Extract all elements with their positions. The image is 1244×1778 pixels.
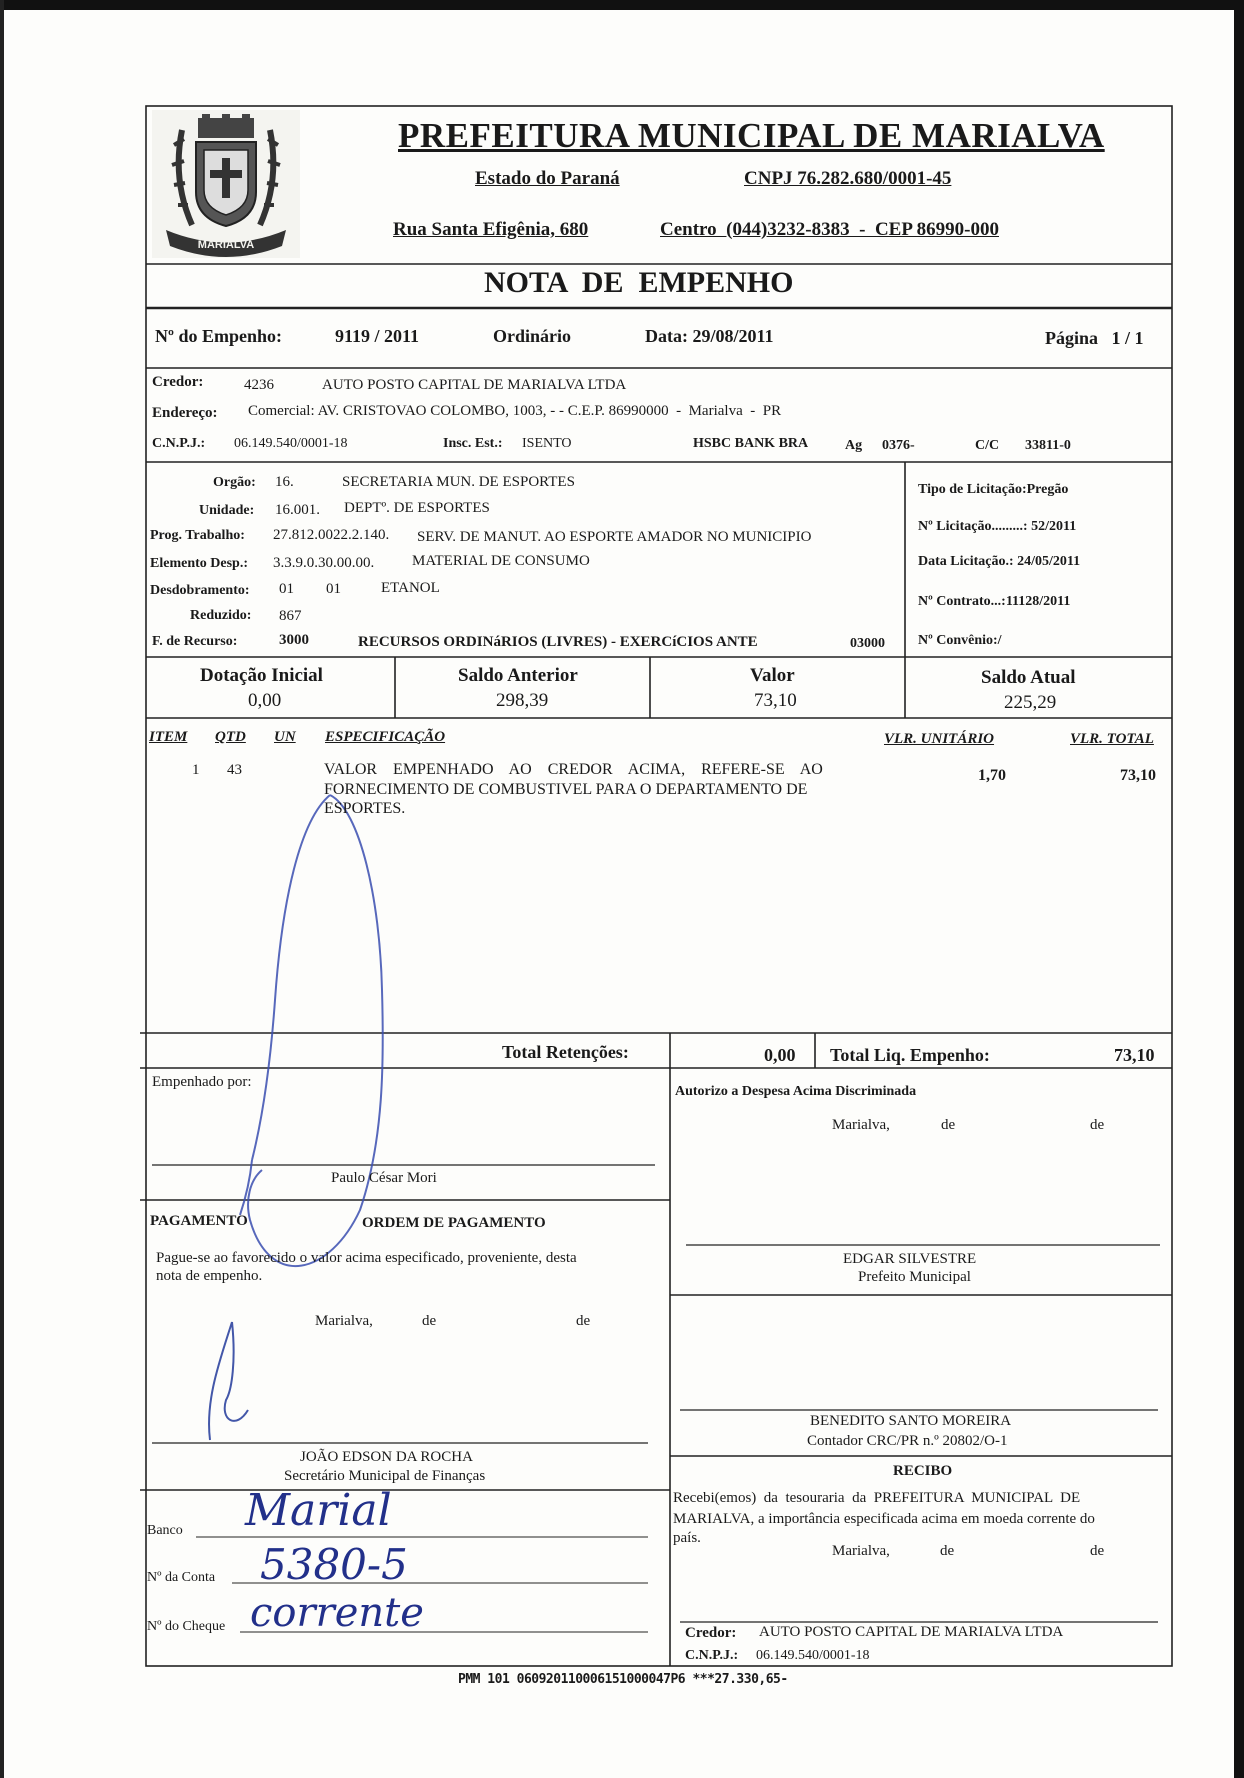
address-label: Endereço: [152,405,218,421]
ordem-pagamento-label: ORDEM DE PAGAMENTO [362,1215,546,1231]
empenho-label: Nº do Empenho: [155,326,282,346]
pagamento-text-line2: nota de empenho. [156,1268,263,1284]
credor-label: Credor: [152,374,204,390]
elemento-name: MATERIAL DE CONSUMO [412,553,590,569]
col-item: ITEM [149,729,188,745]
autorizo-de2: de [1090,1117,1105,1133]
empenho-number: 9119 / 2011 [335,326,420,346]
elemento-label: Elemento Desp.: [150,556,248,571]
cheque-handwritten: corrente [250,1590,424,1636]
credor-account: 33811-0 [1025,438,1071,453]
financas-signer-name: JOÃO EDSON DA ROCHA [300,1449,473,1465]
credor-insc: ISENTO [522,436,572,451]
prefeito-name: EDGAR SILVESTRE [843,1251,977,1267]
recibo-line3: país. [673,1530,701,1546]
item-number: 1 [192,762,200,778]
autorizo-place: Marialva, [832,1117,890,1133]
pagamento-de1: de [422,1313,437,1329]
valor-label: Valor [750,665,795,686]
pagamento-label: PAGAMENTO [150,1213,248,1229]
contador-name: BENEDITO SANTO MOREIRA [810,1413,1012,1429]
saldo-atual-value: 225,29 [1004,692,1057,713]
saldo-anterior-value: 298,39 [496,690,549,711]
page-number: Página 1 / 1 [1045,328,1144,348]
pen-initials [209,1322,248,1440]
licitacao-data: Data Licitação.: 24/05/2011 [918,554,1081,569]
conta-label: Nº da Conta [147,1570,216,1585]
recibo-de1: de [940,1543,955,1559]
item-desc-line3: ESPORTES. [324,800,406,817]
saldo-atual-label: Saldo Atual [981,667,1076,688]
recurso-num: 03000 [850,636,885,651]
svg-text:MARIALVA: MARIALVA [197,239,255,251]
valor-value: 73,10 [754,690,797,711]
col-especificacao: ESPECIFICAÇÃO [325,729,446,745]
saldo-anterior-label: Saldo Anterior [458,665,578,686]
total-liq-label: Total Liq. Empenho: [830,1045,990,1065]
desdob-name: ETANOL [381,580,440,596]
autorizo-de1: de [941,1117,956,1133]
unidade-name: DEPTº. DE ESPORTES [344,500,490,516]
item-qtd: 43 [227,762,242,778]
credor-code: 4236 [244,377,274,393]
recibo-credor-name: AUTO POSTO CAPITAL DE MARIALVA LTDA [759,1624,1064,1640]
pagamento-text-line1: Pague-se ao favorecido o valor acima especificado, proveniente, desta [156,1250,577,1266]
credor-address: Comercial: AV. CRISTOVAO COLOMBO, 1003, - - C.E.P. 86990000 - Marialva - PR [248,403,782,419]
recibo-credor-label: Credor: [685,1625,737,1641]
recibo-line1: Recebi(emos) da tesouraria da PREFEITURA MUNICIPAL DE [673,1490,1081,1506]
autorizo-label: Autorizo a Despesa Acima Discriminada [675,1084,917,1099]
credor-name: AUTO POSTO CAPITAL DE MARIALVA LTDA [322,377,627,393]
col-vlr-unitario: VLR. UNITÁRIO [884,731,995,747]
orgao-code: 16. [275,474,294,490]
municipality-title: PREFEITURA MUNICIPAL DE MARIALVA [398,116,1105,155]
col-un: UN [274,729,296,745]
insc-label: Insc. Est.: [443,436,503,451]
licitacao-numero: Nº Licitação.........: 52/2011 [918,519,1077,534]
prog-code: 27.812.0022.2.140. [273,527,390,543]
empenho-type: Ordinário [493,326,572,346]
prefeito-role: Prefeito Municipal [858,1269,971,1285]
unidade-code: 16.001. [275,502,320,518]
empenhado-label: Empenhado por: [152,1074,252,1090]
licitacao-contrato: Nº Contrato...:11128/2011 [918,594,1071,609]
dotacao-value: 0,00 [248,690,282,711]
elemento-code: 3.3.9.0.30.00.00. [273,555,375,571]
total-liq-value: 73,10 [1114,1045,1155,1065]
header-street: Rua Santa Efigênia, 680 [393,219,589,240]
reduzido-label: Reduzido: [190,608,252,623]
desdob-b: 01 [326,581,341,597]
recibo-title: RECIBO [893,1463,953,1479]
recurso-label: F. de Recurso: [152,634,238,649]
doc-title: NOTA DE EMPENHO [484,266,794,299]
pen-signature-loop [240,795,383,1266]
recibo-place: Marialva, [832,1543,890,1559]
agency-label: Ag [845,438,863,453]
municipal-seal-icon [152,110,300,258]
col-vlr-total: VLR. TOTAL [1070,731,1154,747]
credor-bank: HSBC BANK BRA [693,436,809,451]
banco-handwritten: Marial [245,1485,392,1536]
cheque-label: Nº do Cheque [147,1619,226,1634]
pagamento-place: Marialva, [315,1313,373,1329]
licitacao-tipo: Tipo de Licitação:Pregão [918,482,1069,497]
item-unit-price: 1,70 [978,767,1006,784]
recurso-code: 3000 [279,632,309,648]
recibo-line2: MARIALVA, a importância especificada acima em moeda corrente do [673,1511,1095,1527]
orgao-label: Orgão: [213,475,256,490]
header-state: Estado do Paraná [475,168,620,189]
reduzido-value: 867 [279,608,302,624]
header-contact: Centro (044)3232-8383 - CEP 86990-000 [660,219,999,240]
retencoes-label: Total Retenções: [502,1042,629,1062]
account-label: C/C [975,438,1000,453]
recurso-name: RECURSOS ORDINáRIOS (LIVRES) - EXERCíCIOS ANTE [358,634,758,650]
licitacao-convenio: Nº Convênio:/ [918,633,1002,648]
dotacao-label: Dotação Inicial [200,665,323,686]
unidade-label: Unidade: [199,503,255,518]
recibo-cnpj-label: C.N.P.J.: [685,1648,739,1663]
banco-label: Banco [147,1523,183,1538]
orgao-name: SECRETARIA MUN. DE ESPORTES [342,474,575,490]
cnpj-label: C.N.P.J.: [152,436,206,451]
pagamento-de2: de [576,1313,591,1329]
header-cnpj: CNPJ 76.282.680/0001-45 [744,168,952,189]
contador-role: Contador CRC/PR n.º 20802/O-1 [807,1433,1008,1449]
prog-name: SERV. DE MANUT. AO ESPORTE AMADOR NO MUNICIPIO [417,529,812,545]
credor-agency: 0376- [882,438,915,453]
item-desc-line2: FORNECIMENTO DE COMBUSTIVEL PARA O DEPARTAMENTO DE [324,781,808,798]
retencoes-value: 0,00 [764,1045,796,1065]
footer-code: PMM 101 060920110006151000047P6 ***27.330,65- [458,1672,788,1687]
desdob-a: 01 [279,581,294,597]
empenhado-name: Paulo César Mori [331,1170,437,1186]
empenho-date: Data: 29/08/2011 [645,326,774,346]
desdob-label: Desdobramento: [150,583,250,598]
item-total: 73,10 [1120,767,1156,784]
conta-handwritten: 5380-5 [260,1540,408,1589]
financas-signer-role: Secretário Municipal de Finanças [284,1468,486,1484]
credor-cnpj: 06.149.540/0001-18 [234,436,348,451]
recibo-de2: de [1090,1543,1105,1559]
col-qtd: QTD [215,729,246,745]
item-desc-line1: VALOR EMPENHADO AO CREDOR ACIMA, REFERE-SE AO [324,761,823,778]
recibo-cnpj: 06.149.540/0001-18 [756,1648,870,1663]
prog-label: Prog. Trabalho: [150,528,245,543]
